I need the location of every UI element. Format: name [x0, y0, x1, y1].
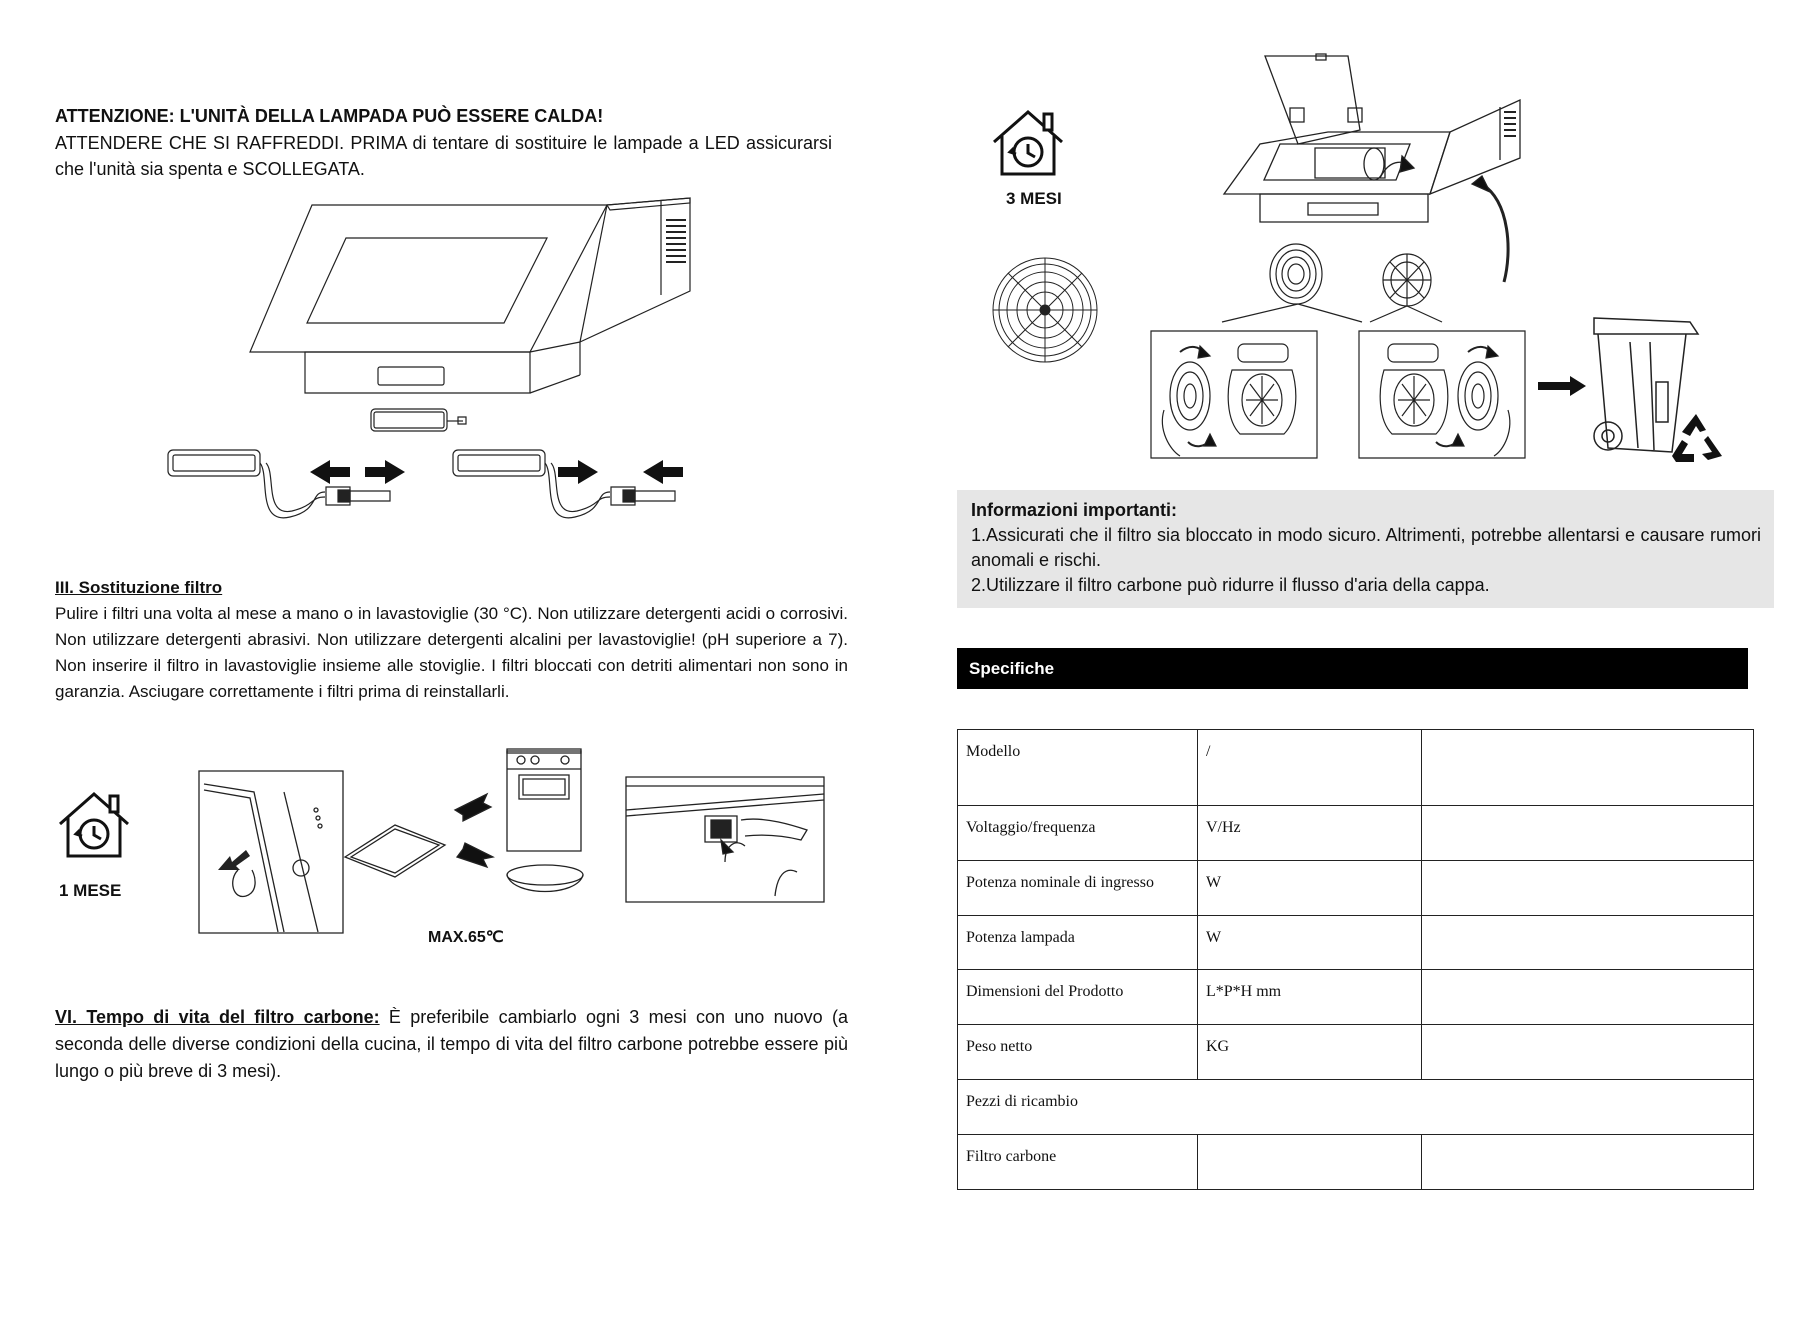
fan-grill-illustration: [990, 253, 1100, 368]
house-clock-icon: [56, 790, 132, 860]
dishwasher-illustration: [345, 745, 585, 915]
specs-heading-bar: [957, 648, 1748, 689]
table-row: [958, 806, 1754, 861]
spec-value: [1422, 861, 1754, 916]
spec-unit: V/Hz: [1198, 806, 1422, 861]
spec-label: Modello: [958, 730, 1198, 806]
arrow-icon: [1538, 376, 1588, 396]
spare-parts-label: Pezzi di ricambio: [958, 1080, 1754, 1135]
table-row: [958, 1135, 1754, 1190]
table-row: [958, 730, 1754, 806]
spec-unit: W: [1198, 916, 1422, 970]
spec-unit: L*P*H mm: [1198, 970, 1422, 1025]
table-row: [958, 970, 1754, 1025]
hood-lamp-illustration: [160, 195, 720, 525]
table-row: [958, 861, 1754, 916]
carbon-filter-illustration: [1262, 242, 1472, 317]
spec-value: [1422, 970, 1754, 1025]
table-row: [958, 1025, 1754, 1080]
carbon-section-title: VI. Tempo di vita del filtro carbone:: [55, 1007, 380, 1027]
spec-label: Potenza lampada: [958, 916, 1198, 970]
spec-label: Voltaggio/frequenza: [958, 806, 1198, 861]
important-info-line-2: 2.Utilizzare il filtro carbone può ridurre il flusso d'aria della cappa.: [971, 575, 1490, 595]
house-clock-icon: [990, 108, 1066, 178]
spec-label: Peso netto: [958, 1025, 1198, 1080]
recycle-icon: [1668, 412, 1724, 464]
spec-value: [1422, 730, 1754, 806]
specs-heading: Specifiche: [969, 659, 1055, 678]
max-temp-label: MAX.65℃: [428, 929, 504, 946]
spec-value: [1422, 1025, 1754, 1080]
important-info-line-1: 1.Assicurati che il filtro sia bloccato in modo sicuro. Altrimenti, potrebbe allentarsi e causare rumori anomali e rischi.: [971, 525, 1761, 570]
carbon-section-body: È preferibile cambiarlo ogni 3 mesi con uno nuovo (a seconda delle diverse condizioni della cucina, il tempo di vita del filtro carbone potrebbe essere più lungo o più breve di 3 mesi).: [55, 1007, 848, 1081]
spec-value: [1422, 916, 1754, 970]
table-row: [958, 916, 1754, 970]
spec-label: Potenza nominale di ingresso: [958, 861, 1198, 916]
filter-removal-illustration: [198, 770, 344, 934]
warning-body: ATTENDERE CHE SI RAFFREDDI. PRIMA di tentare di sostituire le lampade a LED assicurarsi che l'unità sia spenta e SCOLLEGATA.: [55, 133, 832, 179]
carbon-section-text: [55, 1004, 848, 1085]
filter-section-body: Pulire i filtri una volta al mese a mano o in lavastoviglie (30 °C). Non utilizzare detergenti acidi o corrosivi. Non utilizzare detergenti abrasivi. Non utilizzare detergenti alcalini per lavastoviglie! (pH superiore a 7). Non inserire il filtro in lavastoviglie insieme alle stoviglie. I filtri bloccati con detriti alimentari non sono in garanzia. Asciugare correttamente i filtri prima di reinstallarli.: [55, 604, 848, 701]
spec-value: [1422, 806, 1754, 861]
spec-value: [1422, 1135, 1754, 1190]
filter-latch-illustration: [625, 776, 825, 903]
spec-unit: KG: [1198, 1025, 1422, 1080]
filter-install-left-illustration: [1150, 330, 1320, 460]
hood-open-illustration: [1220, 52, 1520, 242]
important-info-title: Informazioni importanti:: [971, 500, 1177, 520]
filter-section-title: III. Sostituzione filtro: [55, 578, 223, 597]
spec-label: Dimensioni del Prodotto: [958, 970, 1198, 1025]
spec-unit: [1198, 1135, 1422, 1190]
filter-install-right-illustration: [1358, 330, 1528, 460]
carbon-filter-label: Filtro carbone: [958, 1135, 1198, 1190]
three-month-label: 3 MESI: [1006, 189, 1062, 208]
one-month-label: 1 MESE: [59, 881, 122, 900]
spec-unit: /: [1198, 730, 1422, 806]
spec-unit: W: [1198, 861, 1422, 916]
important-info-box: [957, 490, 1774, 608]
table-row: [958, 1080, 1754, 1135]
warning-title: ATTENZIONE: L'UNITÀ DELLA LAMPADA PUÒ ESSERE CALDA!: [55, 106, 604, 126]
specs-table: [957, 729, 1754, 1190]
